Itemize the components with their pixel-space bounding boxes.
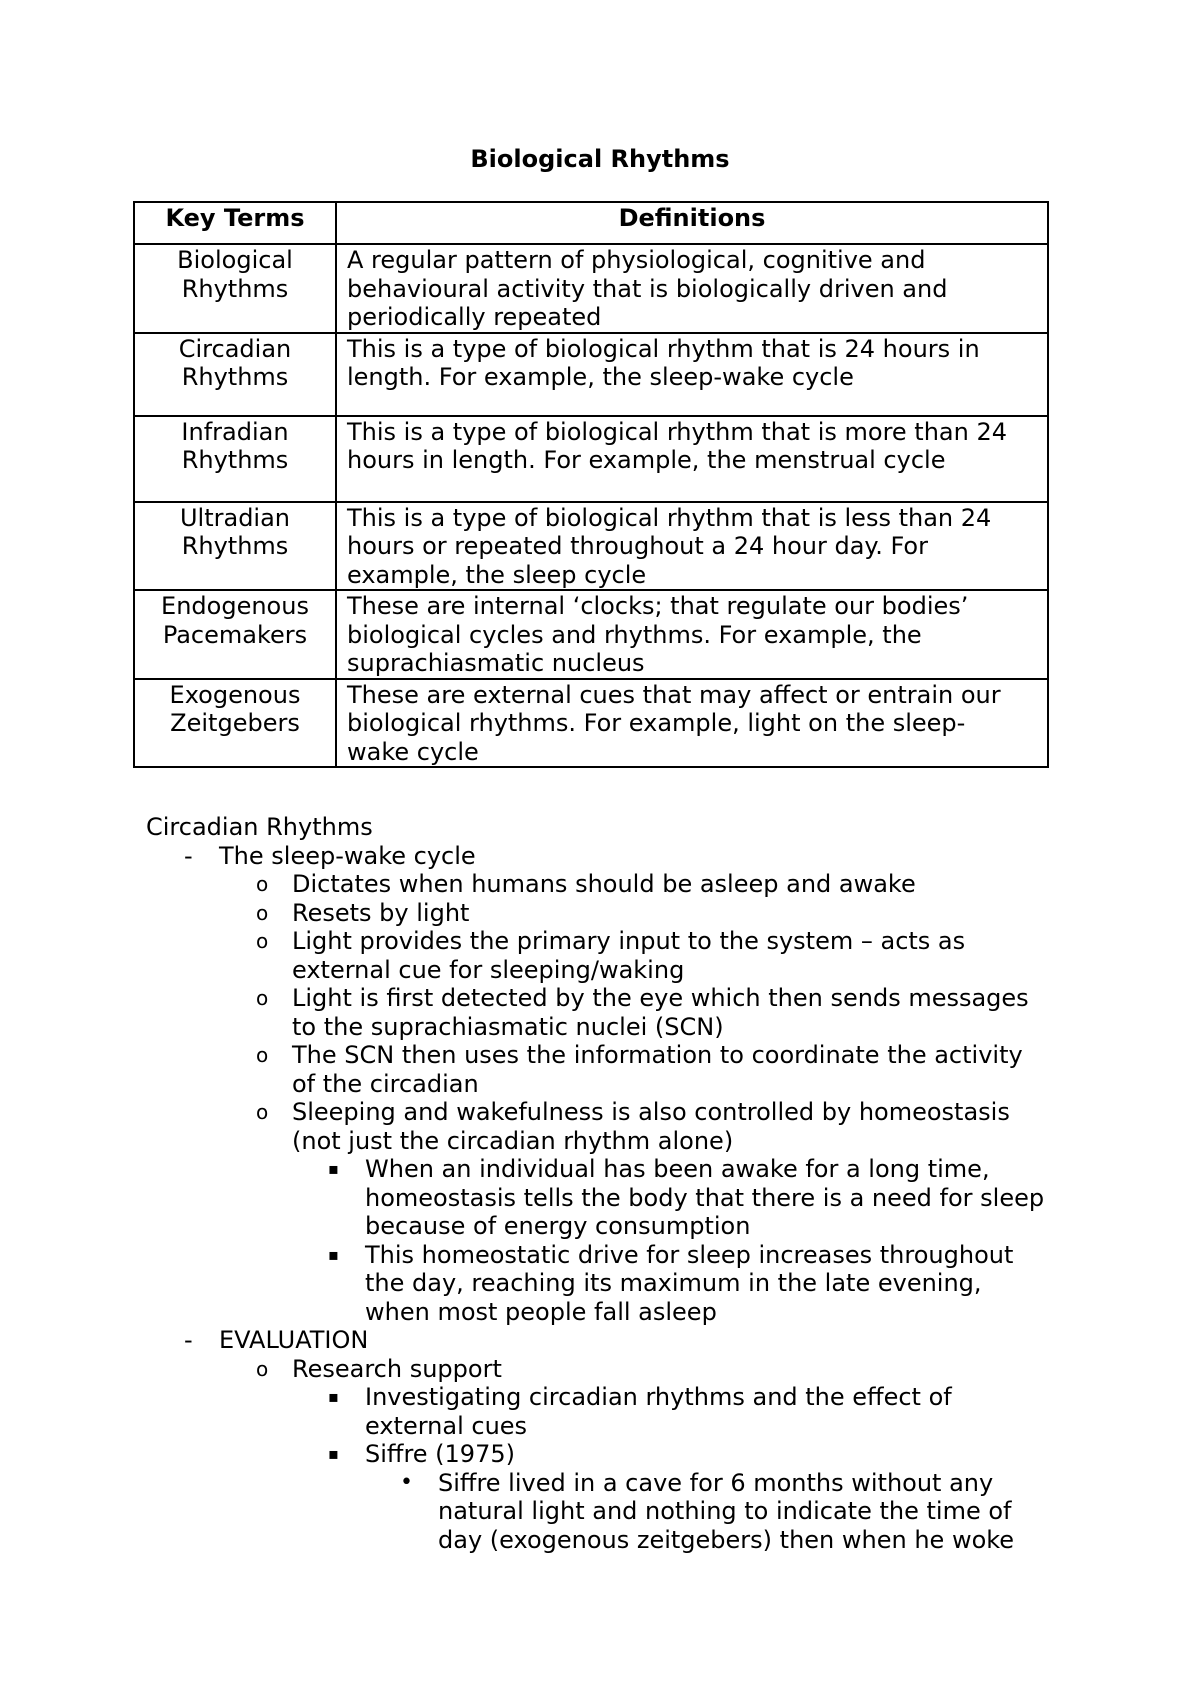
list-item-text: the day, reaching its maximum in the late evening, (365, 1269, 982, 1297)
term-cell (134, 416, 336, 502)
list-item (146, 984, 1146, 1041)
circle-bullet: o (256, 986, 269, 1010)
list-item-text: Siffre (1975) (365, 1440, 515, 1468)
column-header-definitions: Definitions (336, 202, 1048, 244)
term-cell (134, 333, 336, 416)
definition-cell (336, 679, 1048, 768)
list-item (146, 1355, 1146, 1384)
list-item (146, 842, 1146, 871)
table-row (134, 416, 1048, 502)
list-item-text: Dictates when humans should be asleep and awake (292, 870, 916, 898)
definition-text: suprachiasmatic nucleus (347, 649, 645, 677)
term-cell (134, 244, 336, 333)
list-item (146, 1326, 1146, 1355)
table-row (134, 502, 1048, 591)
list-item-text: Research support (292, 1354, 502, 1383)
table-row (134, 590, 1048, 679)
definition-text: example, the sleep cycle (347, 560, 647, 589)
list-item (146, 1440, 1146, 1469)
term-text: Zeitgebers (170, 709, 300, 737)
list-item-text: Light is first detected by the eye which then sends messages (292, 984, 1029, 1012)
list-item-text: (not just the circadian rhythm alone) (292, 1126, 734, 1155)
notes-list (146, 842, 1146, 1555)
square-bullet: ▪ (328, 1444, 339, 1463)
column-header-key-terms: Key Terms (134, 202, 336, 244)
definition-text: hours or repeated throughout a 24 hour day. For (347, 532, 928, 560)
dot-bullet: • (400, 1469, 413, 1495)
circle-bullet: o (256, 872, 269, 896)
definition-cell (336, 333, 1048, 416)
list-item-text: day (exogenous zeitgebers) then when he woke (438, 1525, 1015, 1554)
definition-cell (336, 416, 1048, 502)
list-item (146, 870, 1146, 899)
circle-bullet: o (256, 1356, 269, 1381)
definition-text: wake cycle (347, 737, 479, 766)
dash-bullet: - (184, 1326, 193, 1354)
definition-text: A regular pattern of physiological, cognitive and (347, 246, 926, 274)
term-cell (134, 502, 336, 591)
list-item-text: natural light and nothing to indicate the time of (438, 1497, 1012, 1525)
list-item-text: when most people fall asleep (365, 1297, 717, 1326)
dash-bullet: - (184, 841, 193, 870)
key-terms-table (133, 201, 1049, 768)
list-item-text: EVALUATION (219, 1326, 369, 1354)
term-text: Pacemakers (162, 620, 308, 649)
definition-text: periodically repeated (347, 303, 602, 331)
definition-text: This is a type of biological rhythm that is less than 24 (347, 503, 992, 532)
table-row (134, 333, 1048, 416)
term-text: Rhythms (181, 274, 289, 303)
term-text: Endogenous (161, 592, 309, 620)
page-title: Biological Rhythms (470, 145, 730, 173)
list-item-text: This homeostatic drive for sleep increases throughout (365, 1240, 1014, 1269)
square-bullet: ▪ (328, 1159, 339, 1178)
list-item (146, 1383, 1146, 1440)
term-text: Biological (177, 246, 293, 274)
definition-text: hours in length. For example, the menstrual cycle (347, 446, 946, 474)
section-heading: Circadian Rhythms (146, 813, 373, 841)
term-cell (134, 590, 336, 679)
list-item (146, 1098, 1146, 1155)
term-text: Rhythms (181, 363, 289, 391)
list-item-text: of the circadian (292, 1069, 479, 1098)
definition-cell (336, 244, 1048, 333)
definition-text: This is a type of biological rhythm that is 24 hours in (347, 334, 980, 363)
list-item (146, 1469, 1146, 1555)
definition-text: These are internal ‘clocks; that regulate our bodies’ (347, 592, 969, 620)
circle-bullet: o (256, 900, 269, 925)
circle-bullet: o (256, 1100, 269, 1124)
list-item-text: to the suprachiasmatic nuclei (SCN) (292, 1012, 724, 1041)
list-item-text: The SCN then uses the information to coordinate the activity (292, 1041, 1023, 1069)
table-header-row (134, 202, 1048, 244)
term-text: Infradian (181, 417, 289, 446)
list-item-text: Sleeping and wakefulness is also controlled by homeostasis (292, 1098, 1010, 1126)
square-bullet: ▪ (328, 1244, 339, 1264)
list-item-text: because of energy consumption (365, 1212, 751, 1240)
square-bullet: ▪ (328, 1387, 339, 1406)
list-item-text: homeostasis tells the body that there is a need for sleep (365, 1183, 1045, 1212)
definition-text: biological rhythms. For example, light on the sleep- (347, 709, 966, 737)
list-item-text: When an individual has been awake for a long time, (365, 1155, 990, 1183)
term-text: Circadian (178, 334, 292, 363)
term-text: Rhythms (181, 446, 289, 474)
list-item-text: external cue for sleeping/waking (292, 955, 685, 984)
list-item-text: external cues (365, 1411, 528, 1440)
list-item (146, 899, 1146, 928)
definition-text: These are external cues that may affect or entrain our (347, 680, 1001, 709)
list-item (146, 927, 1146, 984)
list-item (146, 1155, 1146, 1241)
list-item-text: The sleep-wake cycle (219, 841, 476, 870)
term-text: Ultradian (179, 503, 291, 532)
circle-bullet: o (256, 929, 269, 953)
list-item-text: Light provides the primary input to the system – acts as (292, 927, 966, 955)
list-item-text: Resets by light (292, 898, 470, 927)
notes-section (146, 813, 1146, 1554)
list-item (146, 1041, 1146, 1098)
term-text: Exogenous (169, 680, 301, 709)
table-row (134, 679, 1048, 768)
term-text: Rhythms (181, 532, 289, 560)
definition-cell (336, 590, 1048, 679)
definition-text: This is a type of biological rhythm that is more than 24 (347, 417, 1008, 446)
definition-cell (336, 502, 1048, 591)
list-item-text: Siffre lived in a cave for 6 months without any (438, 1468, 994, 1497)
table-row (134, 244, 1048, 333)
definition-text: biological cycles and rhythms. For example, the (347, 620, 922, 649)
list-item-text: Investigating circadian rhythms and the effect of (365, 1383, 952, 1411)
definition-text: length. For example, the sleep-wake cycle (347, 363, 854, 391)
circle-bullet: o (256, 1043, 269, 1067)
term-cell (134, 679, 336, 768)
definition-text: behavioural activity that is biologically driven and (347, 274, 948, 303)
list-item (146, 1241, 1146, 1327)
